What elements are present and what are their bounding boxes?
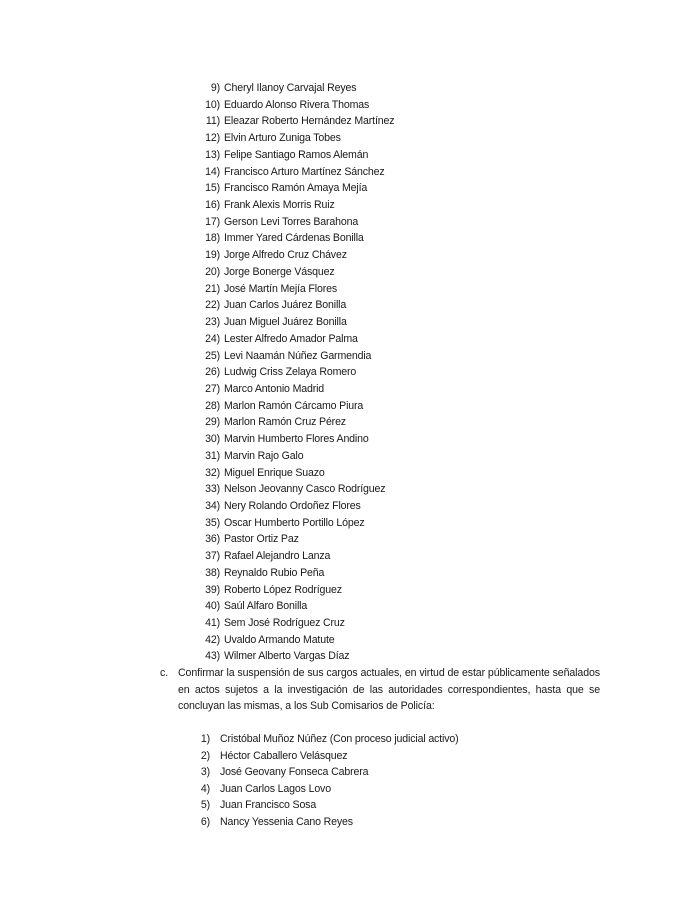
list-item-number: 34) — [205, 499, 220, 512]
list-item-number: 6) — [200, 815, 210, 828]
list-item-name: Marlon Ramón Cárcamo Piura — [224, 399, 364, 412]
list-item-name: Gerson Levi Torres Barahona — [224, 215, 359, 228]
list-item — [198, 797, 458, 814]
list-item — [198, 598, 394, 615]
list-item-name: Rafael Alejandro Lanza — [224, 550, 331, 563]
list-item — [198, 481, 394, 498]
list-item-name: Uvaldo Armando Matute — [224, 633, 335, 646]
list-item — [198, 331, 394, 348]
list-item-name: Immer Yared Cárdenas Bonilla — [224, 232, 364, 245]
list-item-number: 10) — [205, 98, 220, 111]
list-item-name: Ludwig Criss Zelaya Romero — [224, 366, 357, 379]
list-item — [198, 615, 394, 632]
list-item-number: 33) — [205, 483, 220, 496]
list-item-number: 3) — [200, 766, 210, 779]
list-item — [198, 180, 394, 197]
list-item-name: Marco Antonio Madrid — [224, 382, 325, 395]
list-item-name: Miguel Enrique Suazo — [224, 466, 325, 479]
list-item-number: 13) — [205, 148, 220, 161]
list-item-name: Juan Francisco Sosa — [220, 799, 317, 812]
list-item — [198, 648, 394, 665]
list-item-number: 32) — [205, 466, 220, 479]
list-item — [198, 448, 394, 465]
list-item-name: Marvin Humberto Flores Andino — [224, 433, 369, 446]
section-c-paragraph: Confirmar la suspensión de sus cargos actuales, en virtud de estar públicamente señalados en actos sujetos a la investigación de las autoridades correspondientes, hasta que se concluyan las mismas, a los Sub Comisarios de Policía: — [178, 667, 600, 712]
list-item-number: 17) — [205, 215, 220, 228]
list-item-name: Cristóbal Muñoz Núñez (Con proceso judicial activo) — [220, 733, 459, 745]
list-item-number: 27) — [205, 382, 220, 395]
list-item-number: 19) — [205, 249, 220, 262]
list-item-name: Marlon Ramón Cruz Pérez — [224, 416, 346, 429]
list-item — [198, 264, 394, 281]
section-c-letter: c. — [160, 667, 169, 679]
list-item — [198, 398, 394, 415]
list-item-name: Saúl Alfaro Bonilla — [224, 600, 308, 613]
list-item-name: Eleazar Roberto Hernández Martínez — [224, 115, 395, 128]
list-item-number: 18) — [205, 232, 220, 245]
list-item-number: 15) — [205, 182, 220, 195]
list-item — [198, 548, 394, 565]
officer-list-continued — [198, 80, 394, 665]
list-item — [198, 364, 394, 381]
list-item — [198, 113, 394, 130]
list-item — [198, 147, 394, 164]
list-item-name: José Geovany Fonseca Cabrera — [220, 766, 369, 779]
list-item-number: 12) — [205, 132, 220, 145]
list-item-name: Sem José Rodríguez Cruz — [224, 617, 345, 629]
list-item — [198, 582, 394, 599]
list-item-number: 42) — [205, 633, 220, 646]
list-item-number: 31) — [205, 449, 220, 462]
list-item-number: 1) — [200, 733, 210, 745]
list-item — [198, 381, 394, 398]
list-item — [198, 97, 394, 114]
list-item-number: 38) — [205, 566, 220, 579]
list-item — [198, 80, 394, 97]
list-item-number: 22) — [205, 299, 220, 312]
list-item — [198, 498, 394, 515]
list-item — [198, 230, 394, 247]
list-item — [198, 465, 394, 482]
list-item-name: Juan Carlos Juárez Bonilla — [224, 299, 347, 312]
list-item — [198, 748, 458, 765]
list-item-name: Jorge Bonerge Vásquez — [224, 265, 335, 278]
list-item — [198, 515, 394, 532]
list-item-number: 20) — [205, 265, 220, 278]
list-item-name: Francisco Ramón Amaya Mejía — [224, 182, 368, 195]
list-item-number: 36) — [205, 533, 220, 546]
list-item-name: Roberto López Rodríguez — [224, 583, 342, 596]
list-item — [198, 814, 458, 831]
list-item — [198, 197, 394, 214]
list-item-name: Francisco Arturo Martínez Sánchez — [224, 165, 385, 178]
list-item-number: 24) — [205, 332, 220, 345]
list-item-name: Oscar Humberto Portillo López — [224, 516, 365, 529]
list-item — [198, 164, 394, 181]
list-item — [198, 414, 394, 431]
list-item — [198, 531, 394, 548]
list-item-number: 26) — [205, 366, 220, 379]
list-item-number: 23) — [205, 316, 220, 329]
list-item-number: 14) — [205, 165, 220, 178]
list-item-name: Eduardo Alonso Rivera Thomas — [224, 98, 370, 111]
list-item-number: 2) — [200, 749, 210, 762]
list-item-number: 21) — [205, 282, 220, 295]
sub-commissioner-list — [198, 731, 458, 831]
list-item-number: 29) — [205, 416, 220, 429]
list-item-number: 4) — [200, 782, 210, 795]
list-item-name: Elvin Arturo Zuniga Tobes — [224, 132, 341, 145]
list-item-name: José Martín Mejía Flores — [224, 282, 337, 295]
list-item-name: Pastor Ortiz Paz — [224, 533, 299, 546]
list-item-number: 16) — [205, 199, 220, 212]
list-item-number: 41) — [205, 617, 220, 629]
list-item-number: 28) — [205, 399, 220, 412]
list-item-number: 35) — [205, 516, 220, 529]
list-item-number: 25) — [205, 349, 220, 362]
list-item-number: 37) — [205, 550, 220, 563]
list-item-number: 9) — [210, 82, 220, 94]
list-item-name: Marvin Rajo Galo — [224, 449, 304, 462]
list-item-number: 43) — [205, 650, 220, 663]
list-item — [198, 281, 394, 298]
list-item-name: Cheryl Ilanoy Carvajal Reyes — [224, 82, 357, 94]
list-item — [198, 565, 394, 582]
list-item — [198, 731, 458, 748]
list-item — [198, 247, 394, 264]
list-item-name: Felipe Santiago Ramos Alemán — [224, 148, 369, 161]
list-item-number: 11) — [205, 115, 220, 128]
list-item — [198, 348, 394, 365]
list-item-name: Reynaldo Rubio Peña — [224, 566, 325, 579]
list-item-name: Jorge Alfredo Cruz Chávez — [224, 249, 347, 262]
list-item — [198, 431, 394, 448]
list-item-name: Frank Alexis Morris Ruiz — [224, 199, 335, 212]
list-item — [198, 314, 394, 331]
list-item — [198, 214, 394, 231]
list-item-number: 5) — [200, 799, 210, 812]
list-item-name: Nery Rolando Ordoñez Flores — [224, 499, 361, 512]
list-item-number: 30) — [205, 433, 220, 446]
list-item — [198, 632, 394, 649]
list-item-name: Juan Miguel Juárez Bonilla — [224, 316, 347, 329]
list-item-number: 39) — [205, 583, 220, 596]
list-item — [198, 130, 394, 147]
list-item — [198, 297, 394, 314]
list-item-name: Héctor Caballero Velásquez — [220, 749, 348, 762]
list-item-name: Nancy Yessenia Cano Reyes — [220, 815, 353, 828]
list-item — [198, 781, 458, 798]
list-item-name: Lester Alfredo Amador Palma — [224, 332, 358, 345]
list-item-number: 40) — [205, 600, 220, 613]
list-item-name: Nelson Jeovanny Casco Rodríguez — [224, 483, 386, 496]
list-item-name: Juan Carlos Lagos Lovo — [220, 782, 331, 795]
list-item-name: Levi Naamán Núñez Garmendia — [224, 349, 372, 362]
list-item-name: Wilmer Alberto Vargas Díaz — [224, 650, 350, 663]
list-item — [198, 764, 458, 781]
